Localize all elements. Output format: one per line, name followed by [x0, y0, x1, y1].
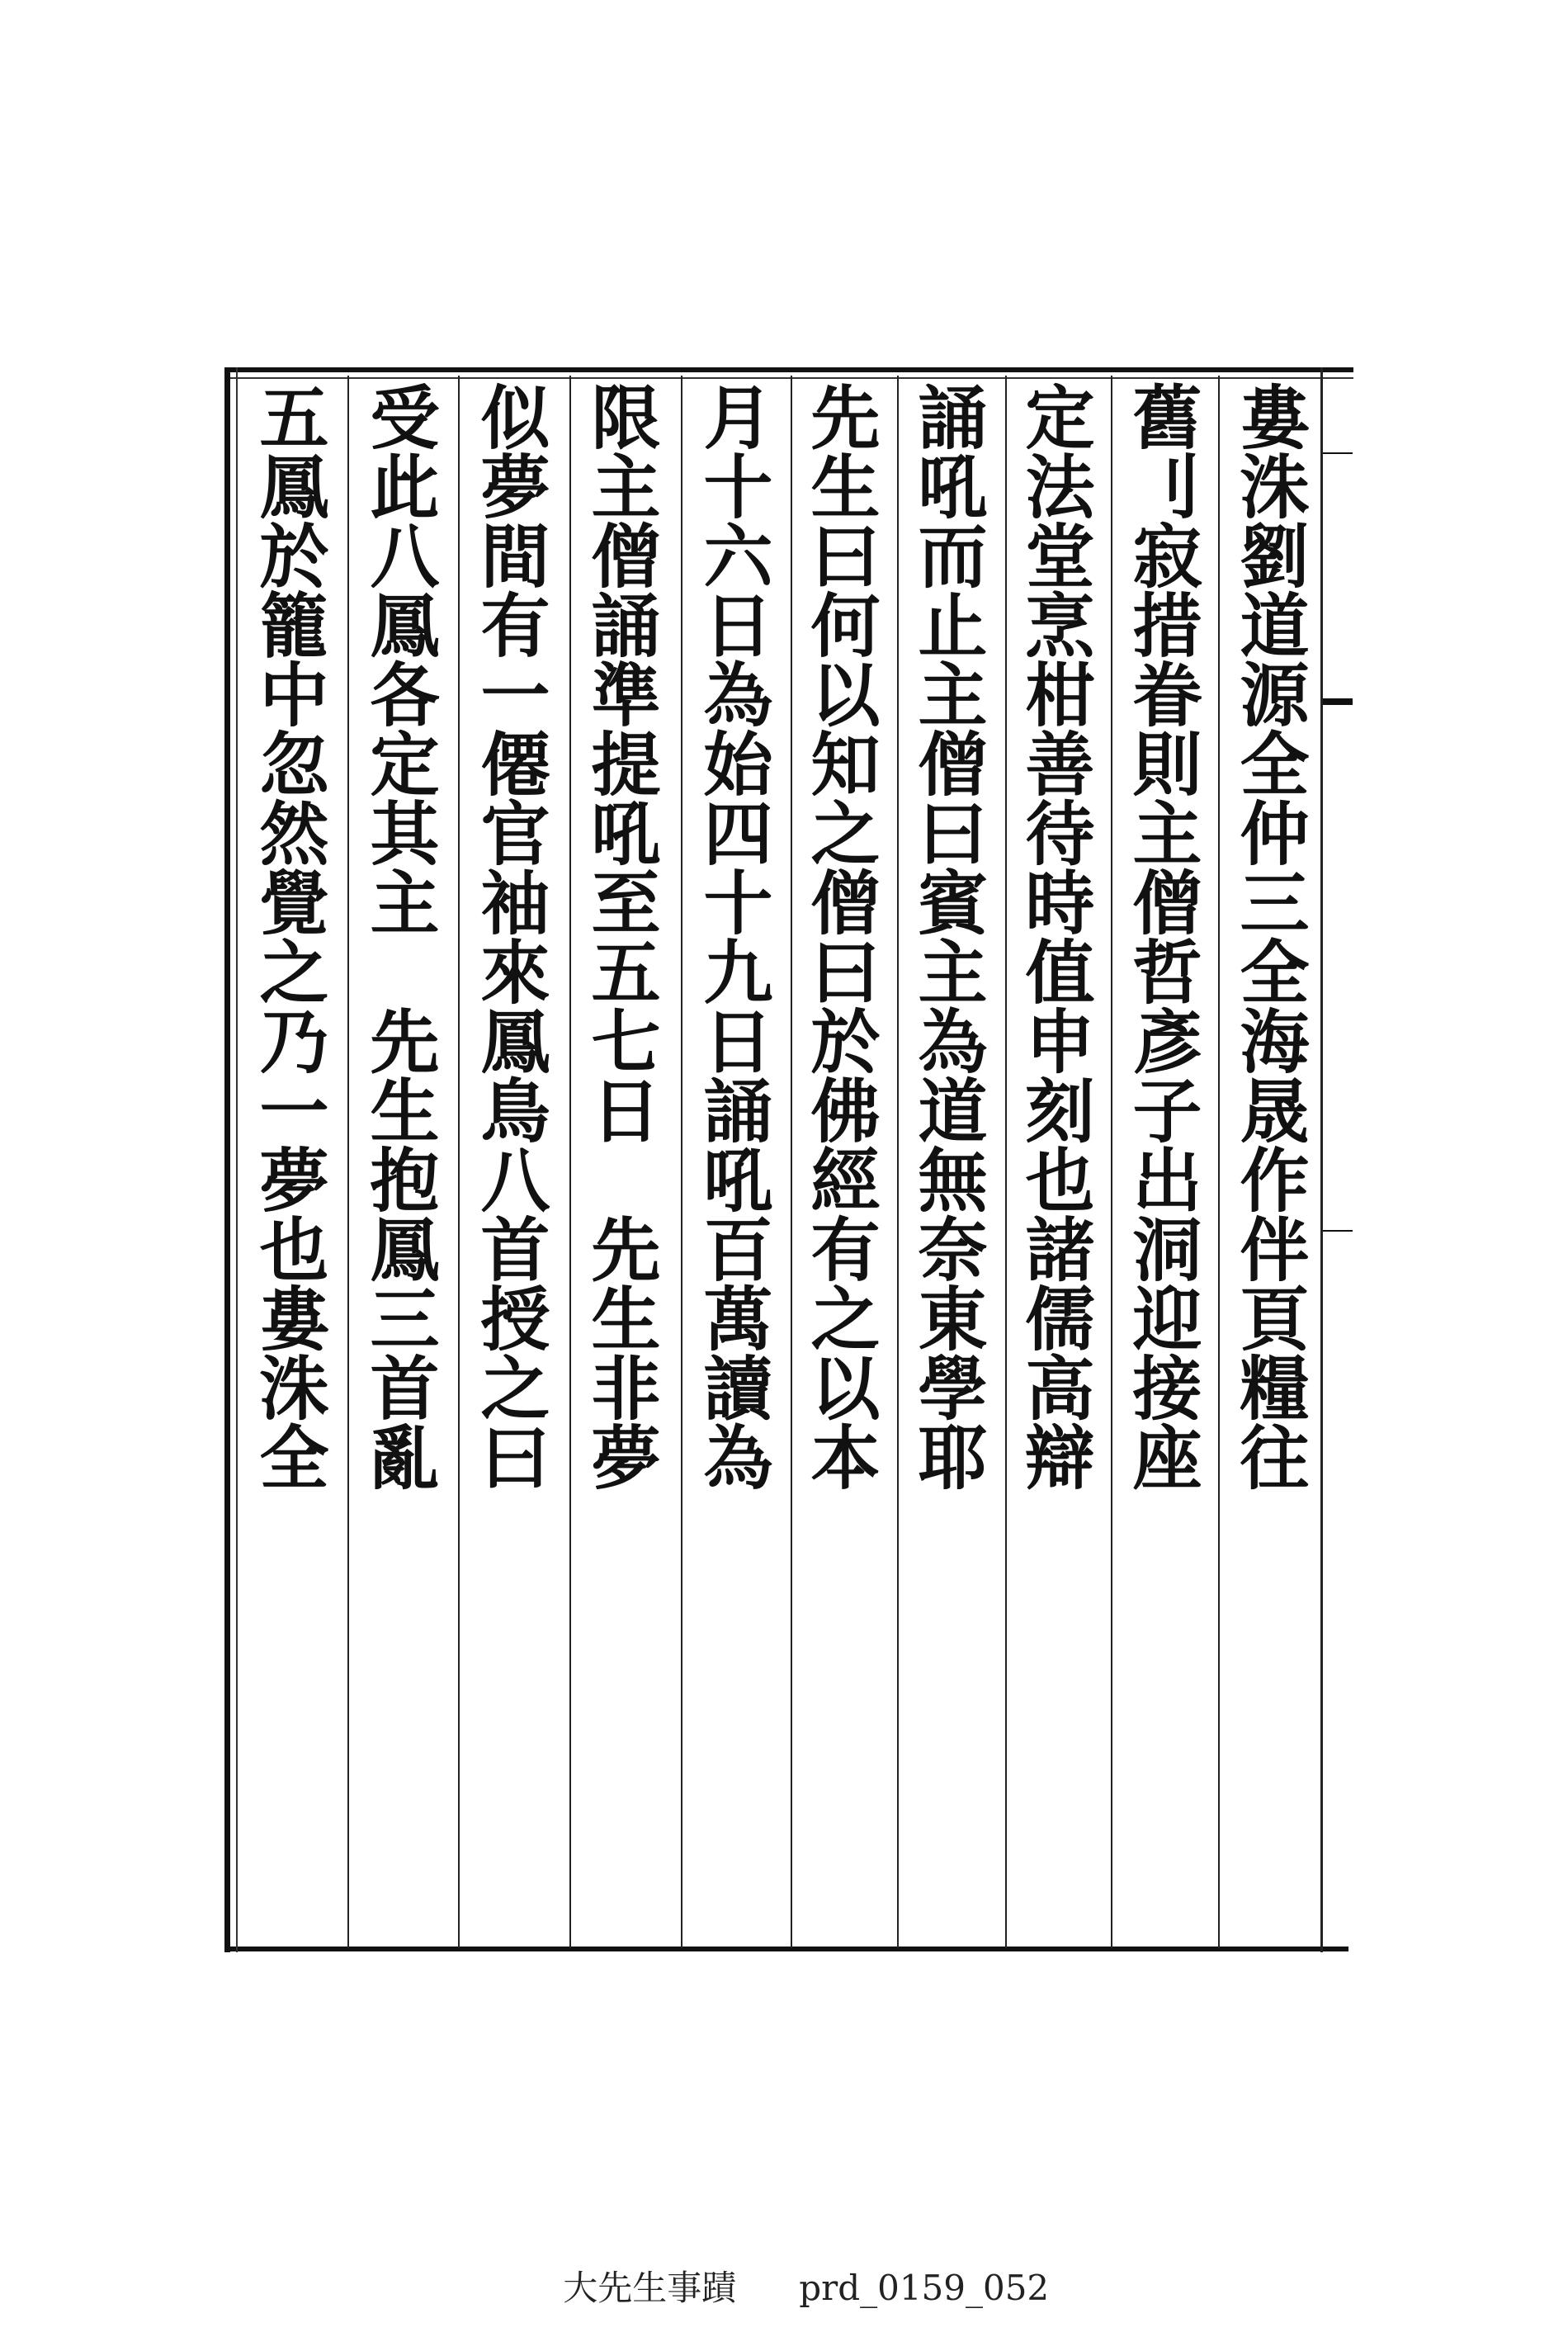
text-column-2: 舊刂寂措眷則主僧哲彥子出洞迎接座	[1122, 381, 1203, 1491]
frame-top-rule	[224, 367, 1353, 372]
text-column-5: 先生曰何以知之僧曰於佛經有之以本	[800, 381, 881, 1491]
footer-title: 大先生事蹟	[563, 2268, 737, 2308]
text-column-9: 受此八鳳各定其主 先生抱鳳三首亂	[359, 381, 441, 1491]
margin-tick	[1323, 1230, 1353, 1232]
text-column-7: 限主僧誦準提吼至五七日 先生非夢	[580, 381, 662, 1491]
footer-page-id: prd_0159_052	[799, 2268, 1050, 2308]
frame-left-rule	[224, 367, 230, 1952]
frame-top-inner-rule	[224, 377, 1353, 379]
text-column-3: 定法堂烹柑善待時值申刻也諸儒高辯	[1014, 381, 1096, 1491]
text-column-8: 似夢間有一僊官袖來鳳鳥八首授之曰	[470, 381, 551, 1491]
text-column-4: 誦吼而止主僧曰賓主為道無奈東學耶	[907, 381, 989, 1491]
margin-tick	[1323, 452, 1353, 454]
text-column-10: 五鳳於籠中忽然覺之乃一夢也婁洙全	[248, 381, 330, 1491]
text-column-1: 婁洙劉道源全仲三全海晟作伴頁糧往	[1229, 381, 1311, 1491]
text-column-6: 月十六日為始四十九日誦吼百萬讀為	[692, 381, 774, 1491]
page-footer	[0, 2221, 1568, 2351]
frame-bottom-rule	[224, 1947, 1348, 1951]
margin-tick	[1323, 698, 1353, 705]
